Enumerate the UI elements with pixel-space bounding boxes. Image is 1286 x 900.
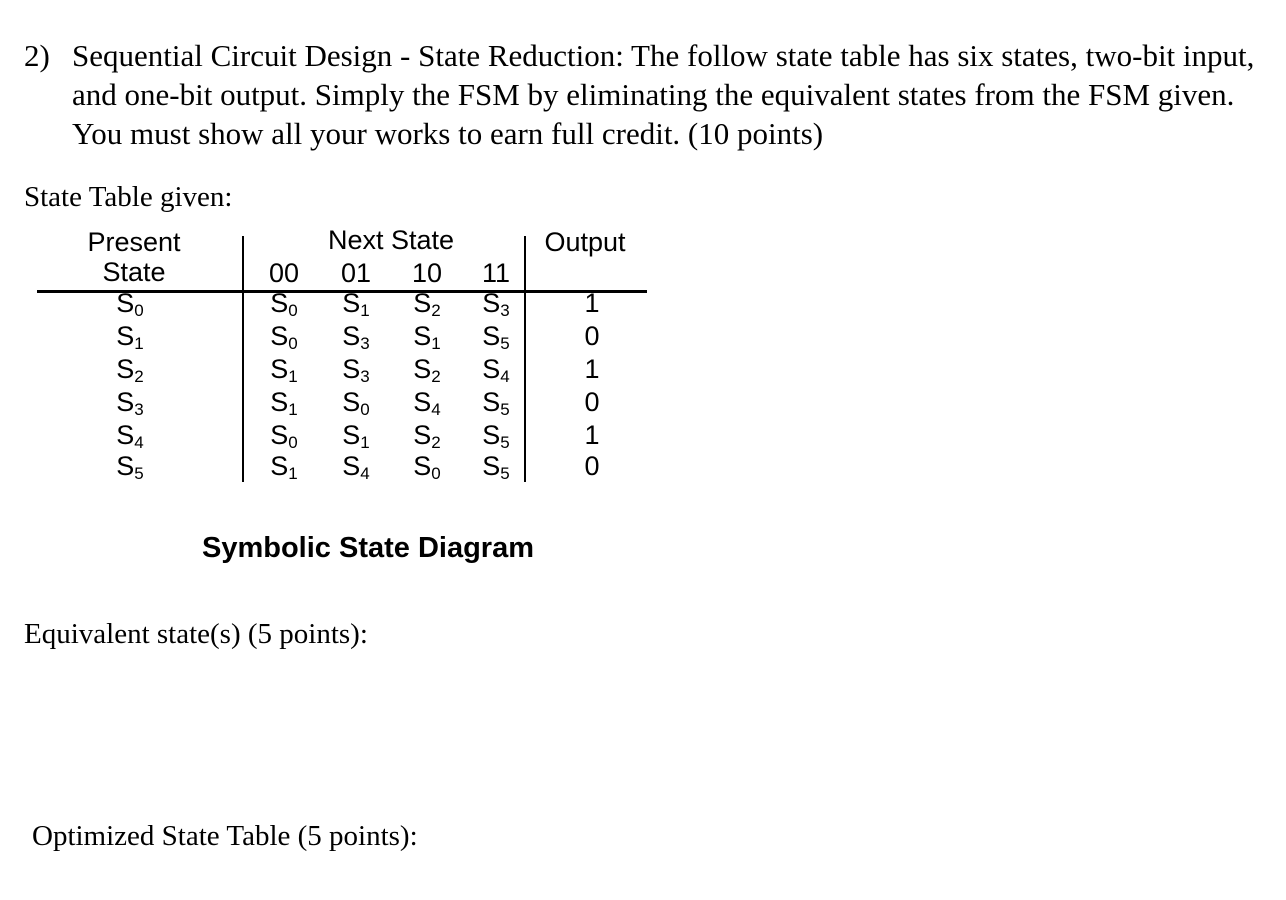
next-state-cell: $S_2$ [413,420,441,452]
present-state-cell: $S_1$ [116,321,144,353]
next-state-cell: $S_1$ [342,420,370,452]
present-state-cell: $S_2$ [116,354,144,386]
diagram-title: Symbolic State Diagram [202,532,534,564]
present-state-cell: $S_5$ [116,451,144,483]
next-state-cell: $S_0$ [270,420,298,452]
next-state-cell: $S_0$ [270,288,298,320]
present-state-cell: $S_4$ [116,420,144,452]
next-state-cell: $S_1$ [270,387,298,419]
optimized-table-label: Optimized State Table (5 points): [32,820,418,852]
present-state-cell: $S_3$ [116,387,144,419]
next-state-cell: $S_4$ [413,387,441,419]
present-state-cell: $S_0$ [116,288,144,320]
output-cell: 1 [584,288,600,318]
question-block [24,36,1274,153]
output-header: Output [544,227,626,257]
next-state-cell: $S_2$ [413,354,441,386]
next-state-cell: $S_1$ [270,354,298,386]
present-header-line2: State [102,257,166,287]
input-col-10: 10 [411,258,443,288]
next-state-cell: $S_2$ [413,288,441,320]
next-state-cell: $S_1$ [342,288,370,320]
next-state-cell: $S_4$ [482,354,510,386]
output-cell: 0 [584,321,600,351]
next-state-cell: $S_5$ [482,420,510,452]
next-state-cell: $S_3$ [342,321,370,353]
next-state-cell: $S_1$ [270,451,298,483]
table-right-divider [524,236,526,482]
next-state-cell: $S_1$ [413,321,441,353]
output-cell: 0 [584,387,600,417]
next-state-cell: $S_0$ [413,451,441,483]
output-cell: 1 [584,354,600,384]
next-state-cell: $S_5$ [482,321,510,353]
output-cell: 1 [584,420,600,450]
next-state-cell: $S_3$ [482,288,510,320]
present-header-line1: Present [87,227,181,257]
table-left-divider [242,236,244,482]
input-col-11: 11 [481,258,511,288]
question-text: Sequential Circuit Design - State Reduction: The follow state table has six states, two-bit input, and one-bit output. Simply the FSM by eliminating the equivalent states from the FSM given. You must show all your works to earn full credit. (10 points) [72,38,1255,151]
next-state-cell: $S_5$ [482,451,510,483]
question-number: 2) [24,38,50,73]
next-state-cell: $S_4$ [342,451,370,483]
input-col-01: 01 [340,258,372,288]
equivalent-states-label: Equivalent state(s) (5 points): [24,618,368,650]
next-state-cell: $S_3$ [342,354,370,386]
next-state-cell: $S_0$ [342,387,370,419]
next-state-header: Next State [327,225,455,255]
input-col-00: 00 [268,258,300,288]
state-table-label: State Table given: [24,181,233,213]
next-state-cell: $S_0$ [270,321,298,353]
output-cell: 0 [584,451,600,481]
next-state-cell: $S_5$ [482,387,510,419]
